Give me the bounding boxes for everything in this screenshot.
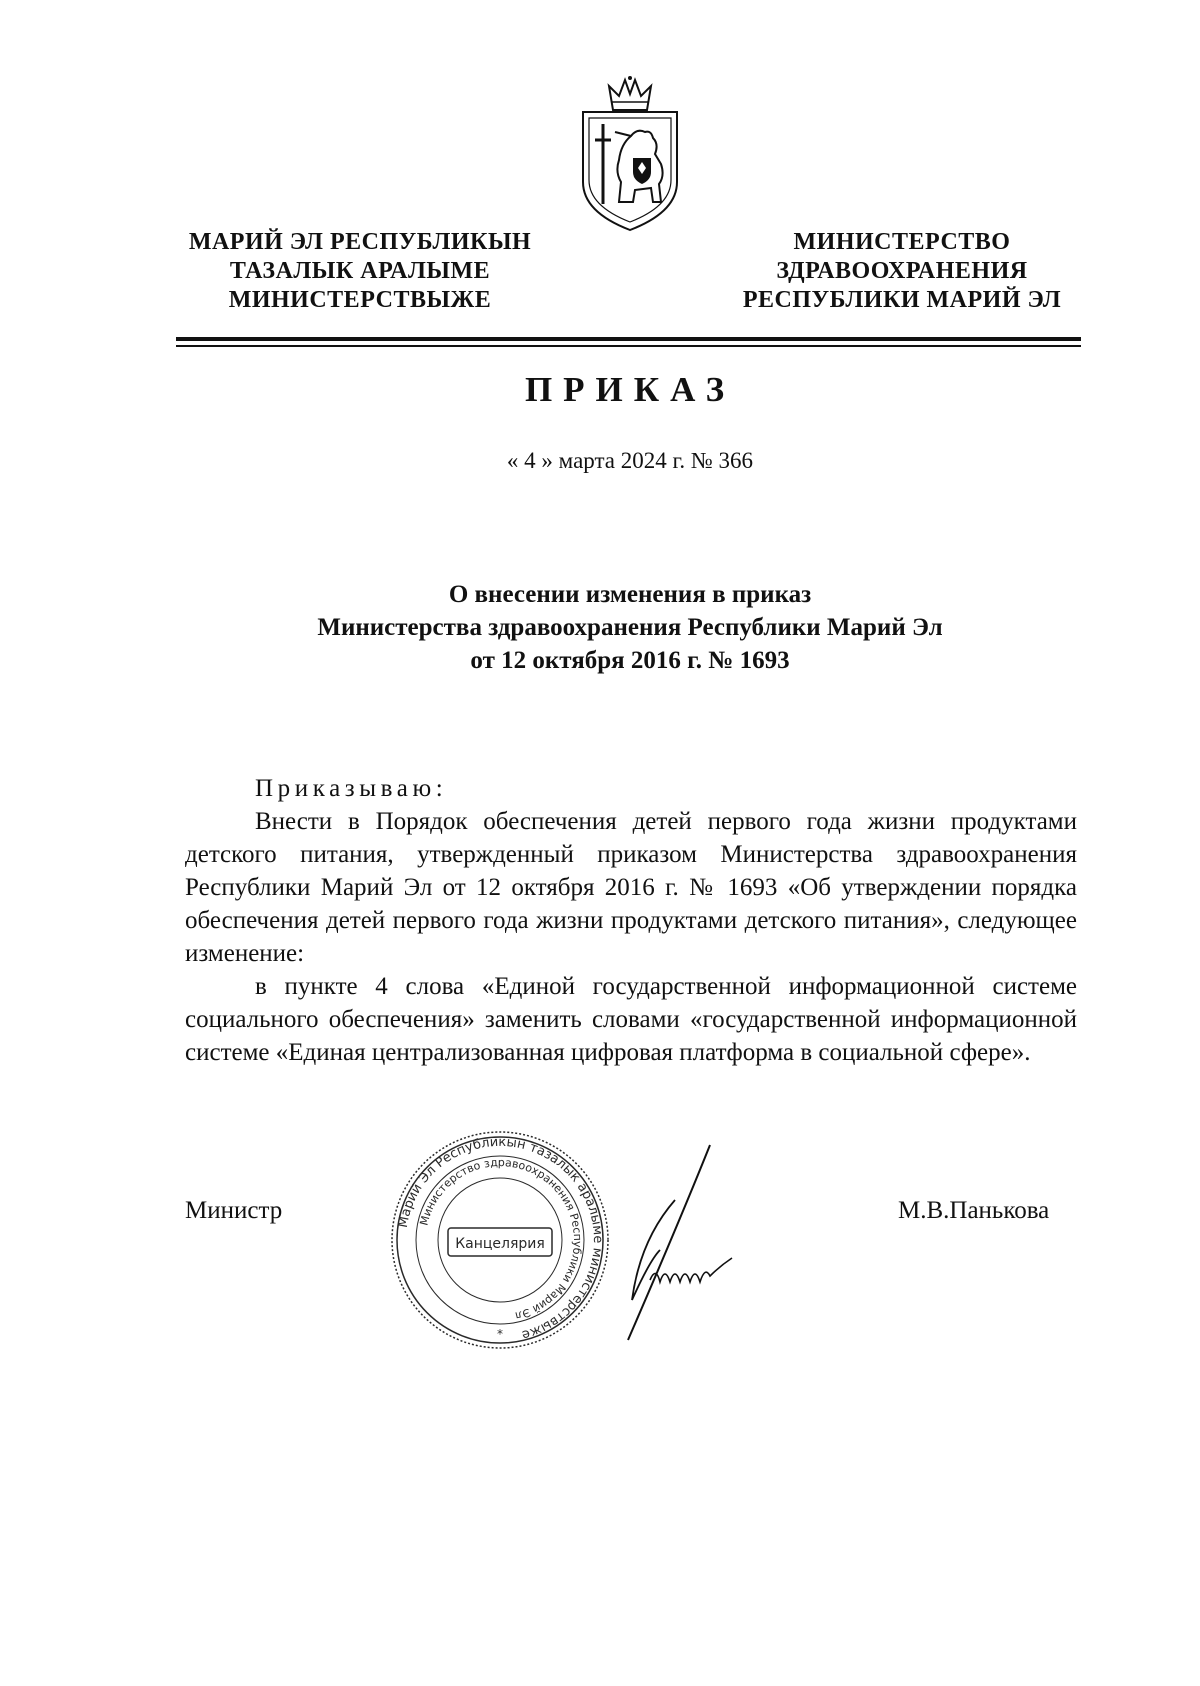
document-subject <box>0 578 1200 677</box>
official-stamp <box>388 1128 612 1352</box>
header-left-line-3: МИНИСТЕРСТВЫЖЕ <box>228 287 492 313</box>
subject-line-3: от 12 октября 2016 г. № 1693 <box>470 647 790 674</box>
document-title: ПРИКАЗ <box>524 370 736 409</box>
coat-of-arms-icon <box>575 72 685 232</box>
header-left <box>170 228 550 315</box>
subject-line-2: Министерства здравоохранения Республики Марий Эл <box>317 614 943 641</box>
stamp-center-text: Канцелярия <box>455 1236 545 1252</box>
handwritten-signature <box>620 1140 770 1350</box>
signatory-title: Министр <box>185 1197 283 1224</box>
document-body <box>185 772 1077 1069</box>
header-left-line-1: МАРИЙ ЭЛ РЕСПУБЛИКЫН <box>188 229 532 255</box>
header-divider-thick <box>176 337 1081 341</box>
header-divider-thin <box>176 345 1081 347</box>
stamp-inner-text: Министерство здравоохранения Республики Марий Эл <box>417 1155 585 1323</box>
stamp-outer-text: Марий Эл Республикын тазалык аралыме министерствыже <box>395 1134 606 1343</box>
body-paragraph-2: в пункте 4 слова «Единой государственной информационной системе социального обеспечения» заменить словами «государственной информационной системе «Единая централизованная цифровая платформа в социальной сфере». <box>185 973 1077 1066</box>
svg-text:*: * <box>497 1327 503 1341</box>
header-right <box>712 228 1092 315</box>
document-date-number: « 4 » марта 2024 г. № 366 <box>506 448 754 473</box>
order-verb: Приказываю: <box>255 775 448 802</box>
header-right-line-2: ЗДРАВООХРАНЕНИЯ <box>776 258 1028 284</box>
header-right-line-3: РЕСПУБЛИКИ МАРИЙ ЭЛ <box>742 287 1062 313</box>
header-right-line-1: МИНИСТЕРСТВО <box>793 229 1011 255</box>
subject-line-1: О внесении изменения в приказ <box>448 581 812 608</box>
body-paragraph-1: Внести в Порядок обеспечения детей первого года жизни продуктами детского питания, утвержденный приказом Министерства здравоохранения Республики Марий Эл от 12 октября 2016 г. № 1693 «Об утверждении порядка обеспечения детей первого года жизни продуктами детского питания», следующее изменение: <box>185 808 1077 967</box>
header-left-line-2: ТАЗАЛЫК АРАЛЫМЕ <box>229 258 491 284</box>
signatory-name: М.В.Панькова <box>898 1197 1050 1224</box>
